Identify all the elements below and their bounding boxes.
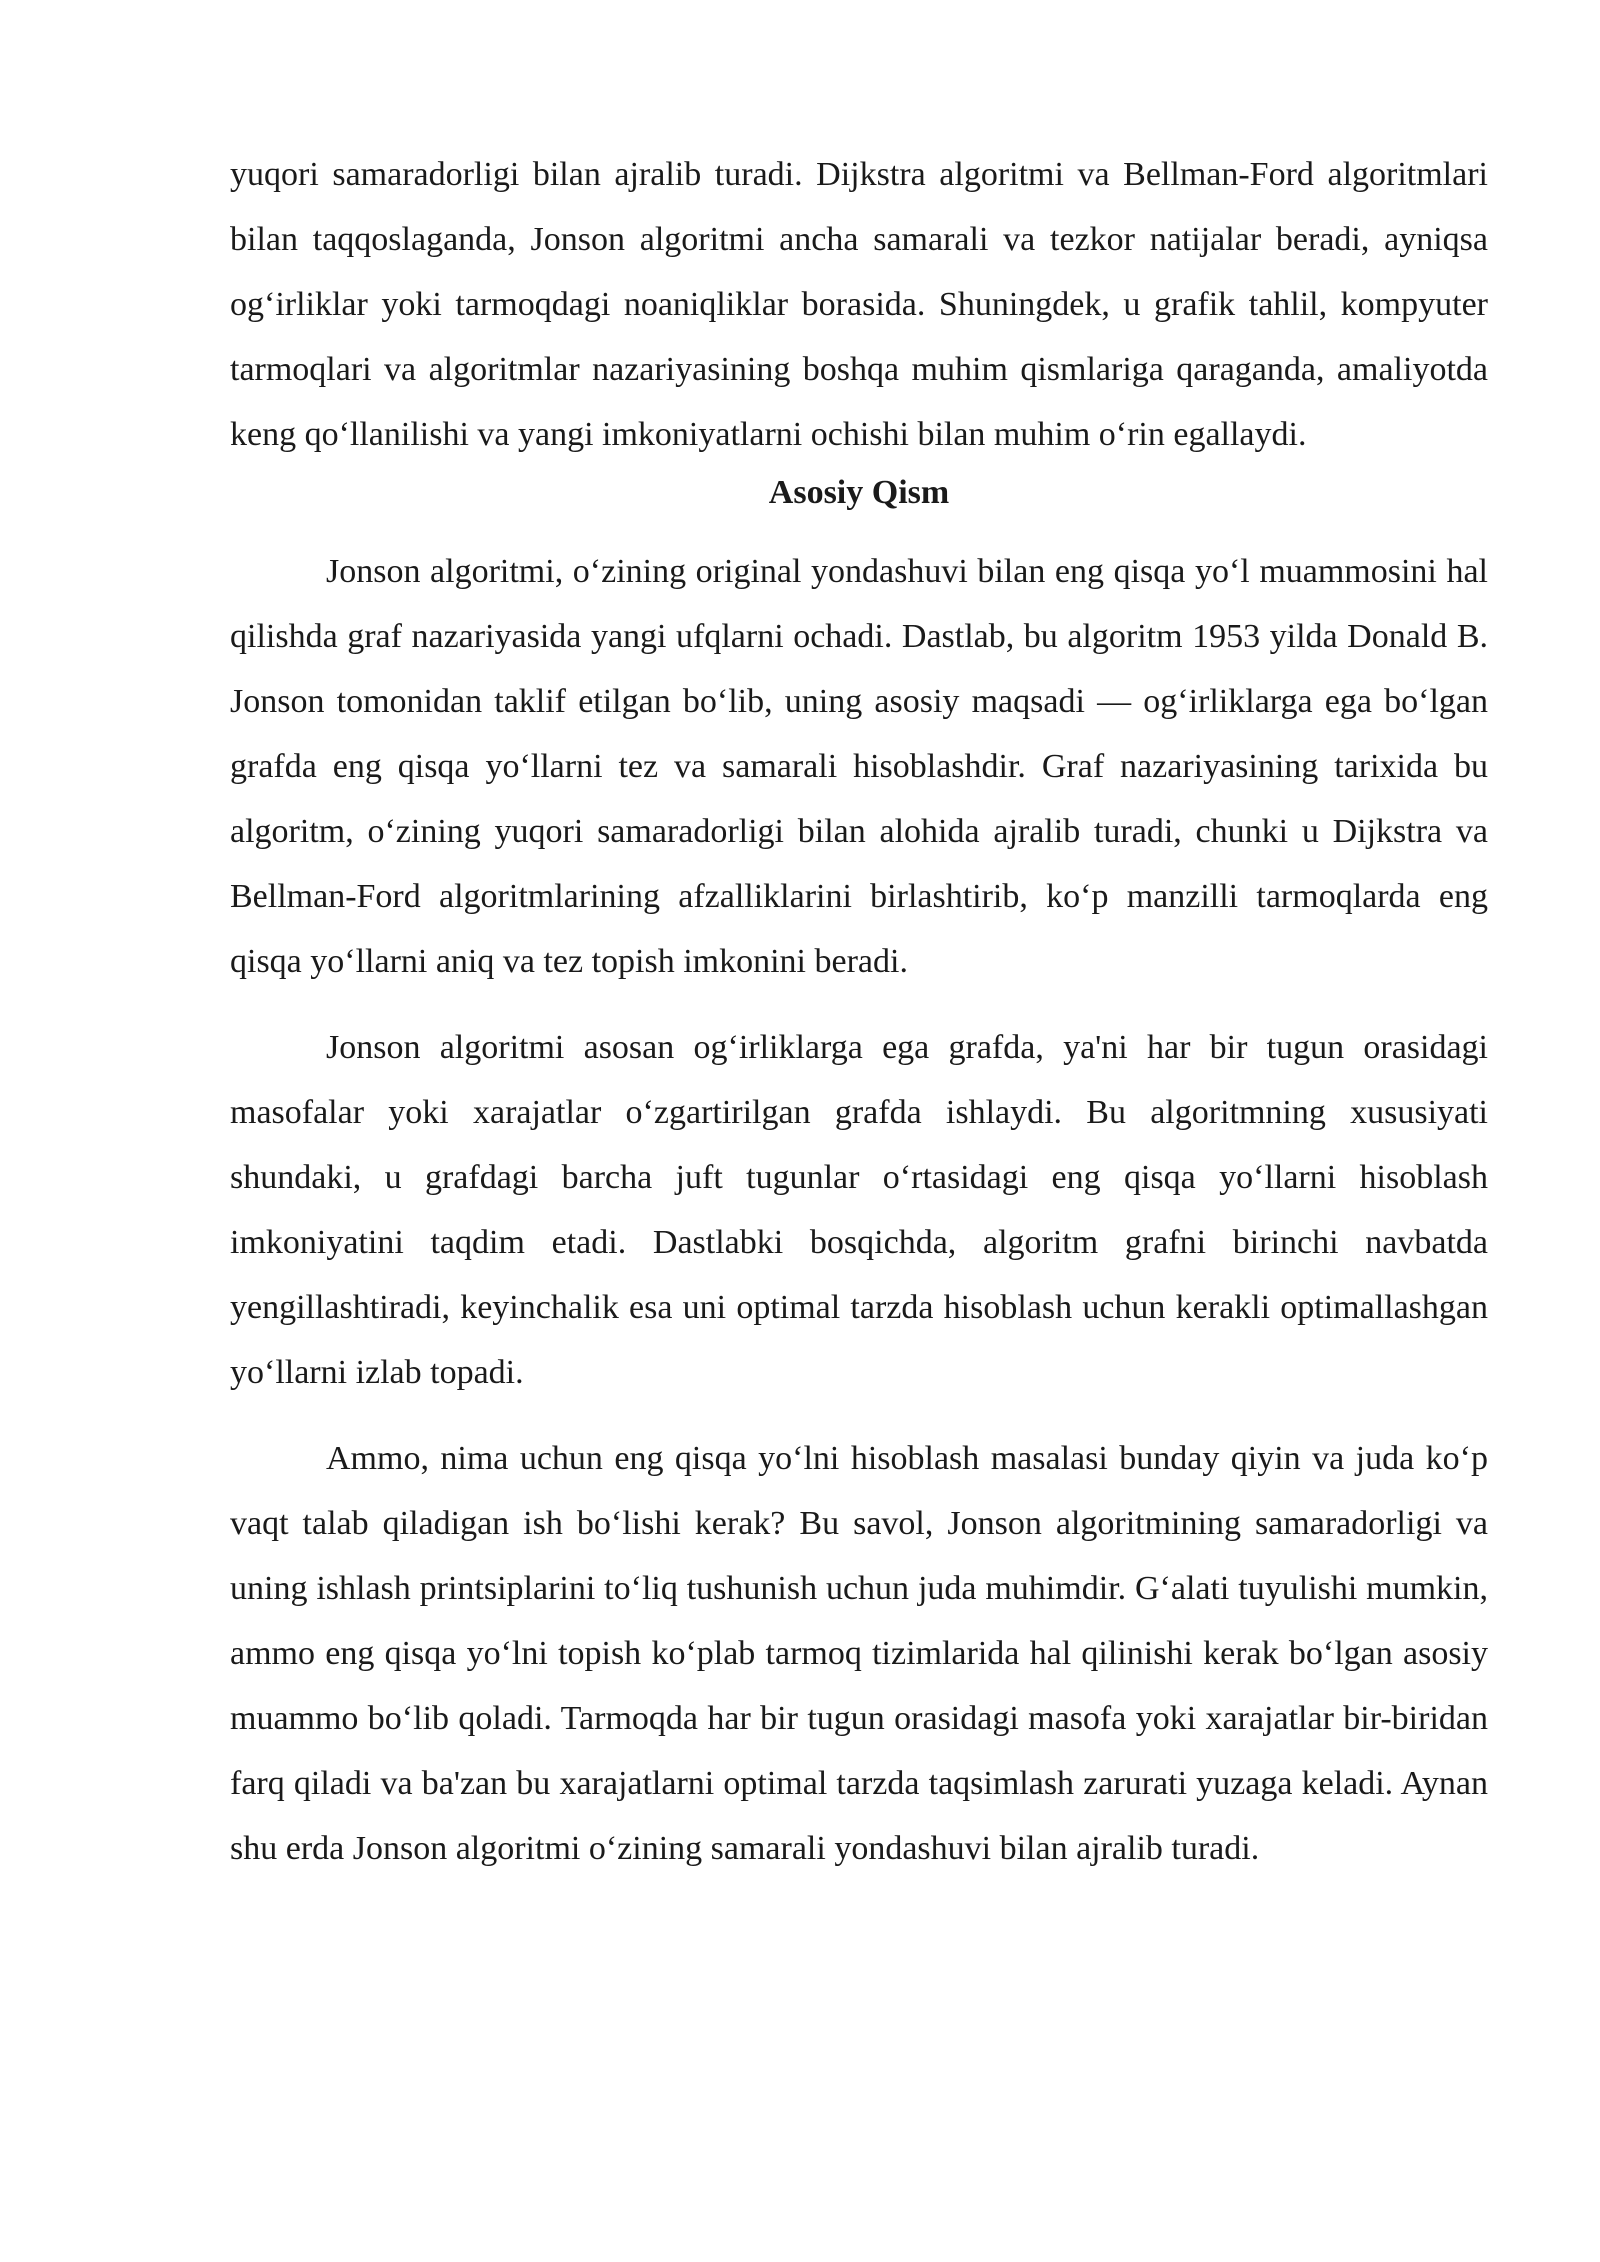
intro-paragraph-continuation: yuqori samaradorligi bilan ajralib turadi. Dijkstra algoritmi va Bellman-Ford algoritmlari bilan taqqoslaganda, Jonson algoritmi ancha samarali va tezkor natijalar beradi, ayniqsa og‘irliklar yoki tarmoqdagi noaniqliklar borasida. Shuningdek, u grafik tahlil, kompyuter tarmoqlari va algoritmlar nazariyasining boshqa muhim qismlariga qaraganda, amaliyotda keng qo‘llanilishi va yangi imkoniyatlarni ochishi bilan muhim o‘rin egallaydi.: [230, 156, 1488, 453]
document-body: [230, 142, 1488, 1881]
body-paragraph: Jonson algoritmi, o‘zining original yondashuvi bilan eng qisqa yo‘l muammosini hal qilishda graf nazariyasida yangi ufqlarni ochadi. Dastlab, bu algoritm 1953 yilda Donald B. Jonson tomonidan taklif etilgan bo‘lib, uning asosiy maqsadi — og‘irliklarga ega bo‘lgan grafda eng qisqa yo‘llarni tez va samarali hisoblashdir. Graf nazariyasining tarixida bu algoritm, o‘zining yuqori samaradorligi bilan alohida ajralib turadi, chunki u Dijkstra va Bellman-Ford algoritmlarining afzalliklarini birlashtirib, ko‘p manzilli tarmoqlarda eng qisqa yo‘llarni aniq va tez topish imkonini beradi.: [230, 553, 1488, 980]
body-paragraph: Jonson algoritmi asosan og‘irliklarga ega grafda, ya'ni har bir tugun orasidagi masofalar yoki xarajatlar o‘zgartirilgan grafda ishlaydi. Bu algoritmning xususiyati shundaki, u grafdagi barcha juft tugunlar o‘rtasidagi eng qisqa yo‘llarni hisoblash imkoniyatini taqdim etadi. Dastlabki bosqichda, algoritm grafni birinchi navbatda yengillashtiradi, keyinchalik esa uni optimal tarzda hisoblash uchun kerakli optimallashgan yo‘llarni izlab topadi.: [230, 1029, 1488, 1391]
section-heading: Asosiy Qism: [768, 474, 950, 511]
body-paragraph: Ammo, nima uchun eng qisqa yo‘lni hisoblash masalasi bunday qiyin va juda ko‘p vaqt talab qiladigan ish bo‘lishi kerak? Bu savol, Jonson algoritmining samaradorligi va uning ishlash printsiplarini to‘liq tushunish uchun juda muhimdir. G‘alati tuyulishi mumkin, ammo eng qisqa yo‘lni topish ko‘plab tarmoq tizimlarida hal qilinishi kerak bo‘lgan asosiy muammo bo‘lib qoladi. Tarmoqda har bir tugun orasidagi masofa yoki xarajatlar bir-biridan farq qiladi va ba'zan bu xarajatlarni optimal tarzda taqsimlash zarurati yuzaga keladi. Aynan shu erda Jonson algoritmi o‘zining samarali yondashuvi bilan ajralib turadi.: [230, 1440, 1488, 1867]
